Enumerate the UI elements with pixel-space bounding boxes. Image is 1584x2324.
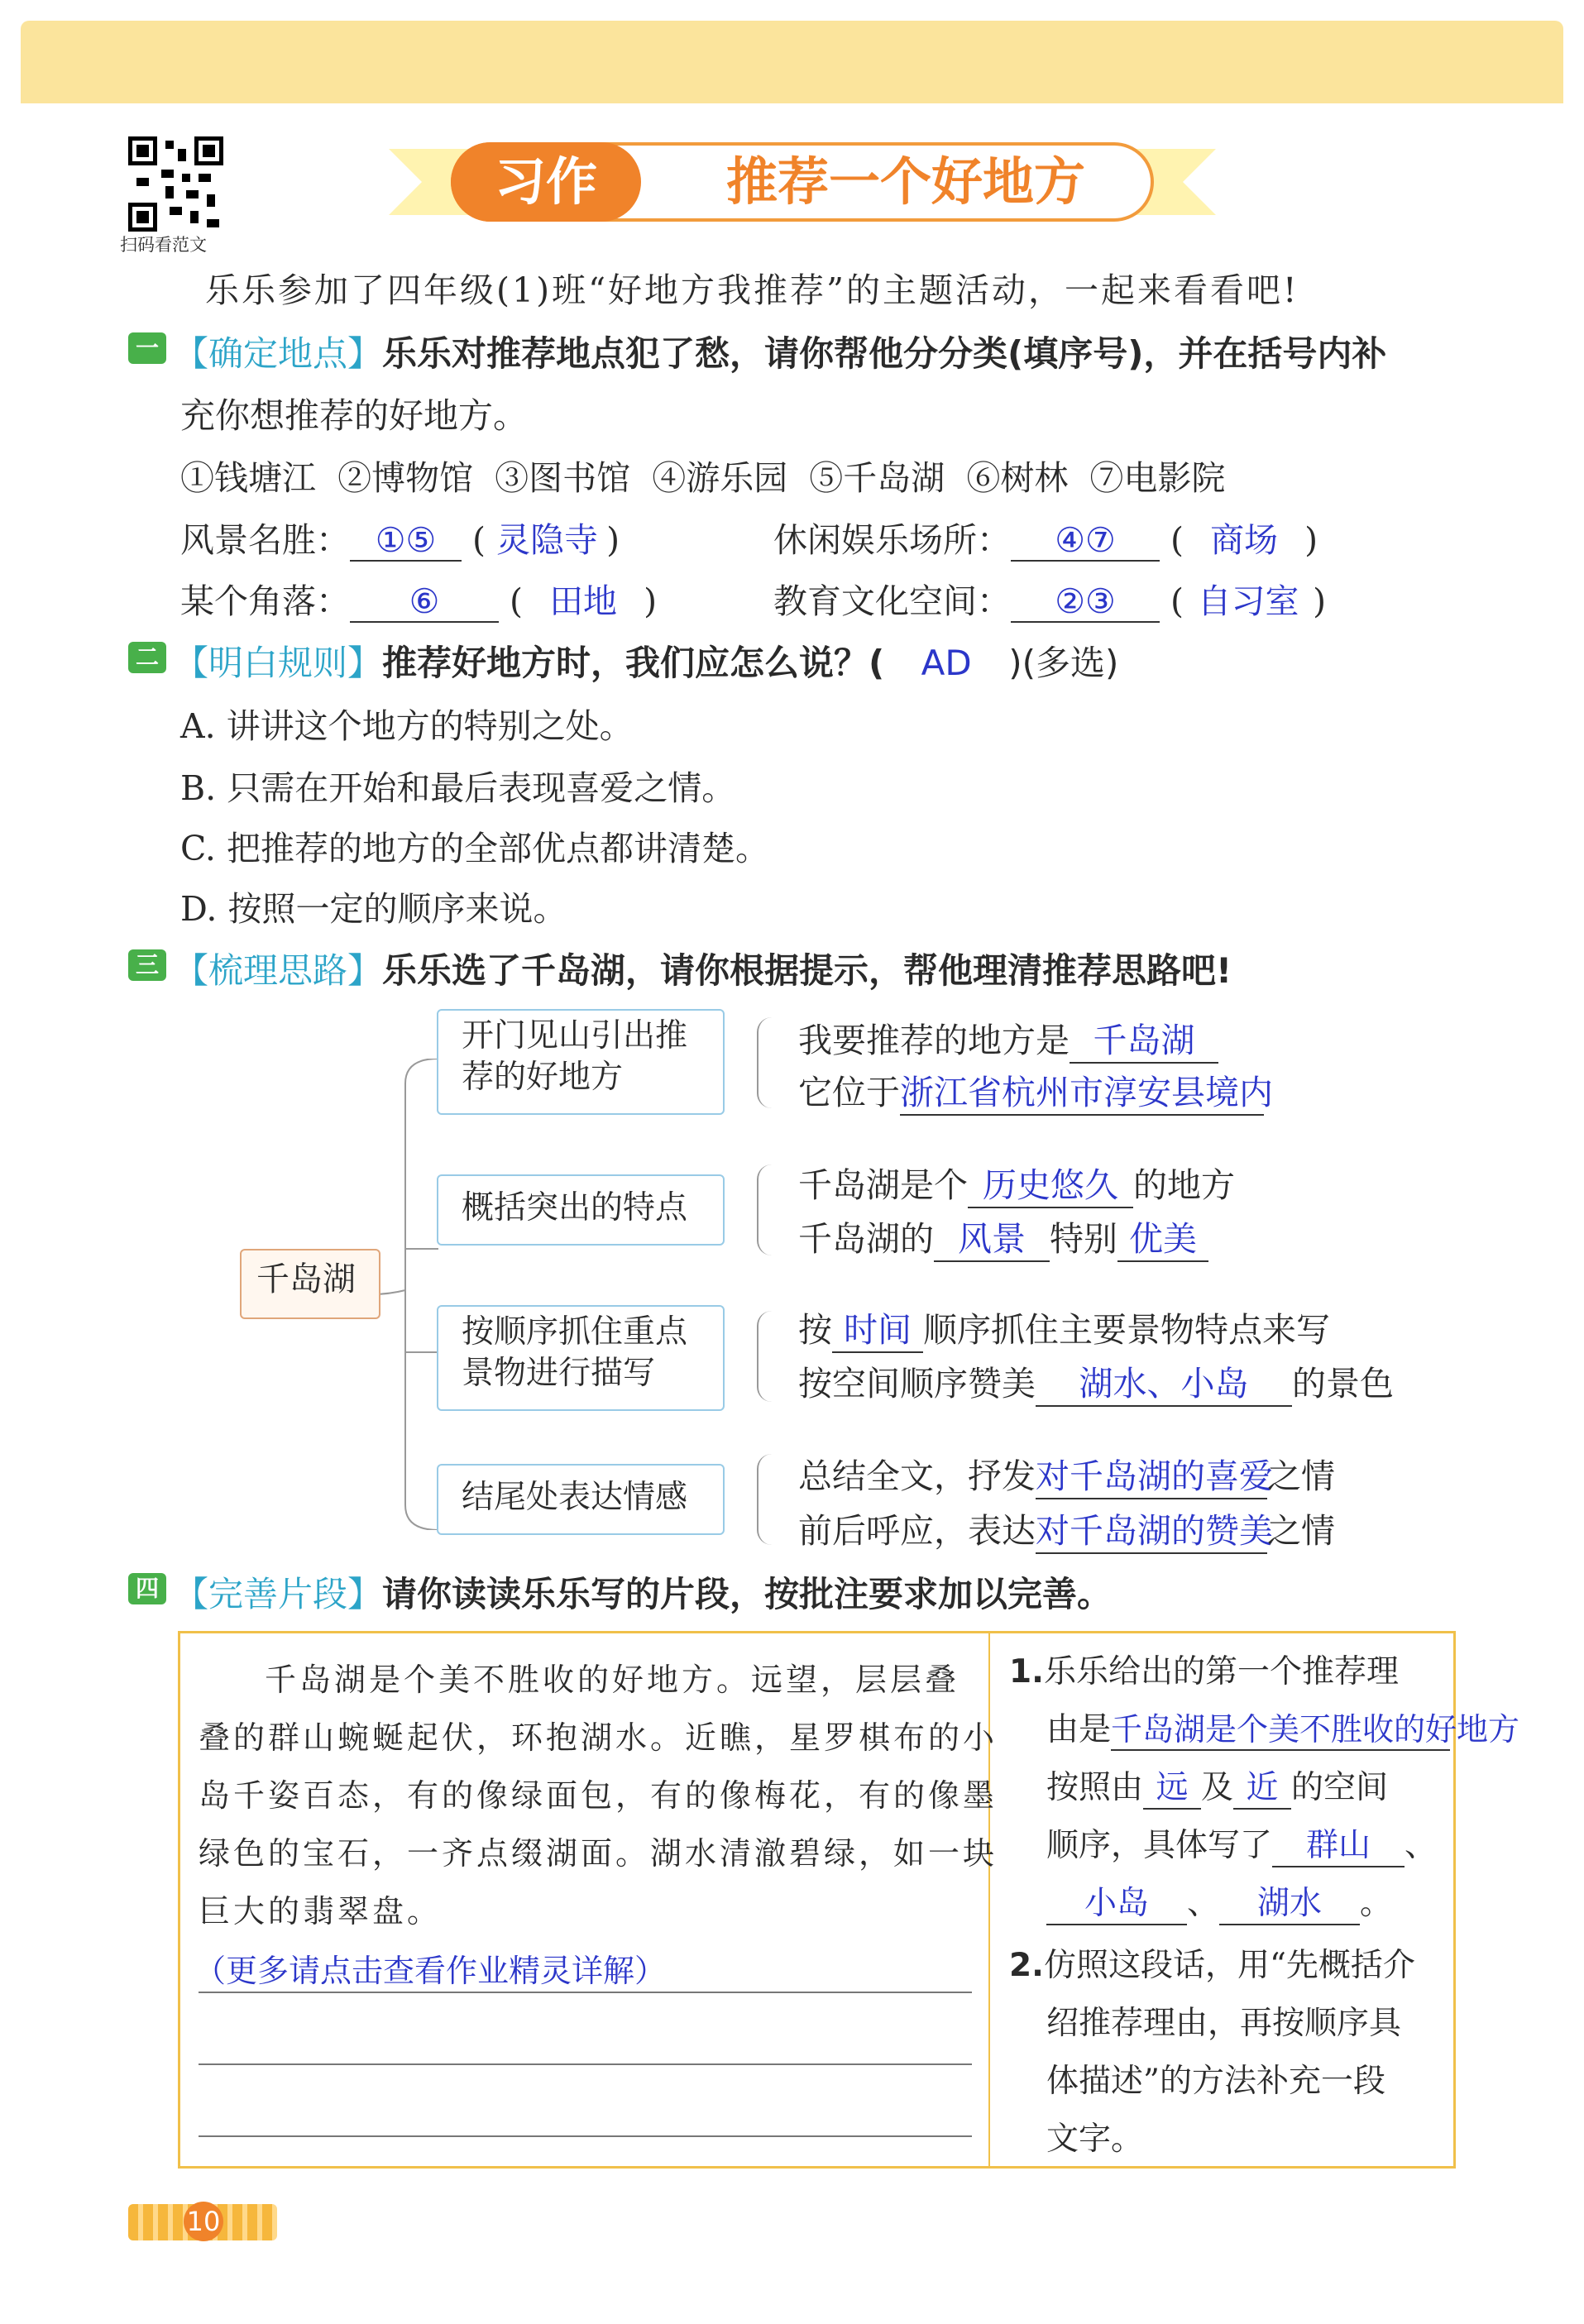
section-text-end: )(多选): [1008, 643, 1119, 683]
line-text: 按: [798, 1310, 832, 1350]
mindmap-connector: [372, 1059, 447, 1530]
answer-blank[interactable]: 湖水、小岛: [1036, 1356, 1292, 1407]
section-text: 乐乐选了千岛湖，请你根据提示，帮他理清推荐思路吧!: [382, 950, 1232, 991]
annotation-line: [1046, 1877, 1392, 1925]
section4-heading: [174, 1567, 1112, 1617]
section-text: 请你读读乐乐写的片段，按批注要求加以完善。: [382, 1574, 1113, 1614]
outline-box: 按顺序抓住重点景物进行描写: [437, 1305, 725, 1411]
title-tag: 习作: [451, 142, 641, 222]
page-title: [389, 132, 1216, 232]
paren-answer[interactable]: 田地: [549, 581, 618, 621]
answer-blank[interactable]: 千岛湖是个美不胜收的好地方: [1111, 1704, 1450, 1751]
answer-blank[interactable]: 远: [1143, 1762, 1201, 1810]
line-text: 之情: [1267, 1511, 1335, 1551]
category-row: 风景名胜： ①⑤ ( 灵隐寺 ): [180, 513, 620, 562]
qr-code-icon[interactable]: [128, 136, 223, 232]
answer-blank[interactable]: 时间: [832, 1303, 923, 1353]
line-text: 按空间顺序赞美: [798, 1364, 1036, 1403]
answer-blank[interactable]: ④⑦: [1011, 520, 1160, 562]
question-text: 按照由: [1046, 1769, 1144, 1806]
outline-line: [798, 1013, 1218, 1064]
answer-blank[interactable]: 浙江省杭州市淳安县境内: [900, 1065, 1264, 1116]
paren-answer[interactable]: 灵隐寺: [496, 520, 599, 560]
question-number: 1.: [1009, 1653, 1044, 1690]
question-text: 、: [1187, 1885, 1220, 1922]
brace: [757, 1017, 773, 1108]
writing-line[interactable]: [199, 2135, 972, 2137]
section3-heading: [174, 944, 1232, 993]
outline-line: [798, 1212, 1208, 1262]
section-tag: 【明白规则】: [174, 643, 383, 683]
question-number: 2.: [1009, 1947, 1044, 1984]
page-number: 10: [184, 2202, 223, 2241]
category-label: 教育文化空间：: [773, 581, 1011, 621]
section2-heading: [174, 636, 1118, 686]
passage-line: 千岛湖是个美不胜收的好地方。远望，层层叠: [265, 1662, 960, 1698]
answer-blank[interactable]: ⑥: [350, 581, 499, 623]
answer-blank[interactable]: 优美: [1117, 1212, 1208, 1262]
outline-line: [798, 1356, 1394, 1407]
question-text: 及: [1201, 1769, 1234, 1806]
section-tag: 【梳理思路】: [174, 950, 383, 991]
intro-text: 乐乐参加了四年级(1)班“好地方我推荐”的主题活动，一起来看看吧!: [205, 270, 1299, 310]
title-text: 推荐一个好地方: [725, 151, 1085, 212]
annotation-q2: [1009, 1939, 1415, 1986]
answer-blank[interactable]: 群山: [1272, 1820, 1405, 1867]
passage-line: 岛千姿百态，有的像绿面包，有的像梅花，有的像墨: [199, 1777, 998, 1814]
answer-blank[interactable]: 对千岛湖的喜爱: [1036, 1449, 1267, 1499]
question-text: 乐乐给出的第一个推荐理: [1043, 1653, 1399, 1690]
answer-blank[interactable]: 近: [1233, 1762, 1291, 1810]
annotation-line: 文字。: [1046, 2121, 1144, 2158]
brace: [757, 1311, 773, 1402]
section-text: 推荐好地方时，我们应怎么说？(: [382, 643, 885, 683]
category-row: 休闲娱乐场所： ④⑦ ( 商场 ): [773, 513, 1318, 562]
more-link[interactable]: （更多请点击查看作业精灵详解）: [194, 1953, 667, 1989]
line-text: 前后呼应，表达: [798, 1511, 1036, 1551]
line-text: 千岛湖是个: [798, 1165, 968, 1205]
line-text: 的景色: [1292, 1364, 1394, 1403]
line-text: 千岛湖的: [798, 1219, 934, 1259]
line-text: 总结全文，抒发: [798, 1456, 1036, 1496]
category-row: 某个角落： ⑥ ( 田地 ): [180, 574, 657, 623]
line-text: 特别: [1050, 1219, 1117, 1259]
choice-item: B. 只需在开始和最后表现喜爱之情。: [180, 768, 736, 808]
passage-line: 绿色的宝石，一齐点缀湖面。湖水清澈碧绿，如一块: [199, 1835, 998, 1872]
answer-blank[interactable]: 千岛湖: [1070, 1013, 1218, 1064]
annotation-line: [1046, 1704, 1520, 1751]
place-options: ①钱塘江 ②博物馆 ③图书馆 ④游乐园 ⑤千岛湖 ⑥树林 ⑦电影院: [180, 458, 1226, 498]
line-text: 的地方: [1133, 1165, 1235, 1205]
choice-item: C. 把推荐的地方的全部优点都讲清楚。: [180, 829, 769, 868]
question-text: 、: [1405, 1827, 1438, 1864]
header-band: [21, 21, 1563, 103]
answer-blank[interactable]: 对千岛湖的赞美: [1036, 1504, 1267, 1554]
question-text: 。: [1360, 1885, 1393, 1922]
section-badge: 二: [128, 642, 166, 673]
choice-item: A. 讲讲这个地方的特别之处。: [180, 706, 634, 746]
writing-line[interactable]: [199, 2063, 972, 2065]
qr-label: 扫码看范文: [120, 235, 207, 255]
line-text: 我要推荐的地方是: [798, 1021, 1070, 1060]
paren-answer[interactable]: 自习室: [1197, 581, 1299, 621]
outline-line: [798, 1065, 1273, 1116]
category-row: 教育文化空间： ②③ ( 自习室 ): [773, 574, 1326, 623]
answer-blank[interactable]: 小岛: [1046, 1877, 1187, 1925]
section-badge: 四: [128, 1573, 166, 1604]
line-text: 之情: [1267, 1456, 1335, 1496]
answer-blank[interactable]: 湖水: [1219, 1877, 1360, 1925]
annotation-line: [1046, 1762, 1388, 1810]
outline-line: [798, 1504, 1335, 1554]
annotation-line: 绍推荐理由，再按顺序具: [1046, 2005, 1402, 2042]
category-label: 休闲娱乐场所：: [773, 520, 1011, 560]
section-badge: 一: [128, 332, 166, 364]
question-text: 由是: [1046, 1711, 1112, 1748]
section1-heading: [174, 327, 1386, 376]
outline-box: 结尾处表达情感: [437, 1464, 725, 1535]
outline-box: 概括突出的特点: [437, 1174, 725, 1246]
answer-blank[interactable]: ②③: [1011, 581, 1160, 623]
outline-line: [798, 1449, 1335, 1499]
writing-line[interactable]: [199, 1992, 972, 1993]
line-text: 顺序抓住主要景物特点来写: [923, 1310, 1330, 1350]
answer-blank[interactable]: 风景: [934, 1212, 1050, 1262]
annotation-line: 体描述”的方法补充一段: [1046, 2063, 1385, 2100]
paren-answer[interactable]: 商场: [1210, 520, 1279, 560]
category-label: 风景名胜：: [180, 520, 350, 560]
section-tag: 【完善片段】: [174, 1574, 383, 1614]
passage-line: 叠的群山蜿蜒起伏，环抱湖水。近瞧，星罗棋布的小: [199, 1719, 998, 1756]
answer-blank[interactable]: AD: [921, 643, 972, 683]
section1-heading-cont: 充你想推荐的好地方。: [180, 395, 529, 436]
mindmap-root: 千岛湖: [240, 1249, 380, 1319]
choice-item: D. 按照一定的顺序来说。: [180, 889, 567, 929]
annotation-line: [1046, 1820, 1437, 1867]
outline-box: 开门见山引出推荐的好地方: [437, 1009, 725, 1115]
answer-blank[interactable]: ①⑤: [350, 520, 462, 562]
question-text: 顺序，具体写了: [1046, 1827, 1273, 1864]
section-text: 乐乐对推荐地点犯了愁，请你帮他分分类(填序号)，并在括号内补: [382, 333, 1387, 374]
section-badge: 三: [128, 949, 166, 981]
annotation-q1: [1009, 1646, 1399, 1692]
question-text: 仿照这段话，用“先概括介: [1043, 1947, 1415, 1984]
section-tag: 【确定地点】: [174, 333, 383, 374]
brace: [757, 1454, 773, 1545]
passage-line: 巨大的翡翠盘。: [199, 1893, 443, 1929]
answer-blank[interactable]: 历史悠久: [968, 1158, 1133, 1208]
question-text: 的空间: [1291, 1769, 1389, 1806]
brace: [757, 1164, 773, 1255]
category-label: 某个角落：: [180, 581, 350, 621]
outline-line: [798, 1158, 1235, 1208]
outline-line: [798, 1303, 1330, 1353]
line-text: 它位于: [798, 1073, 900, 1112]
